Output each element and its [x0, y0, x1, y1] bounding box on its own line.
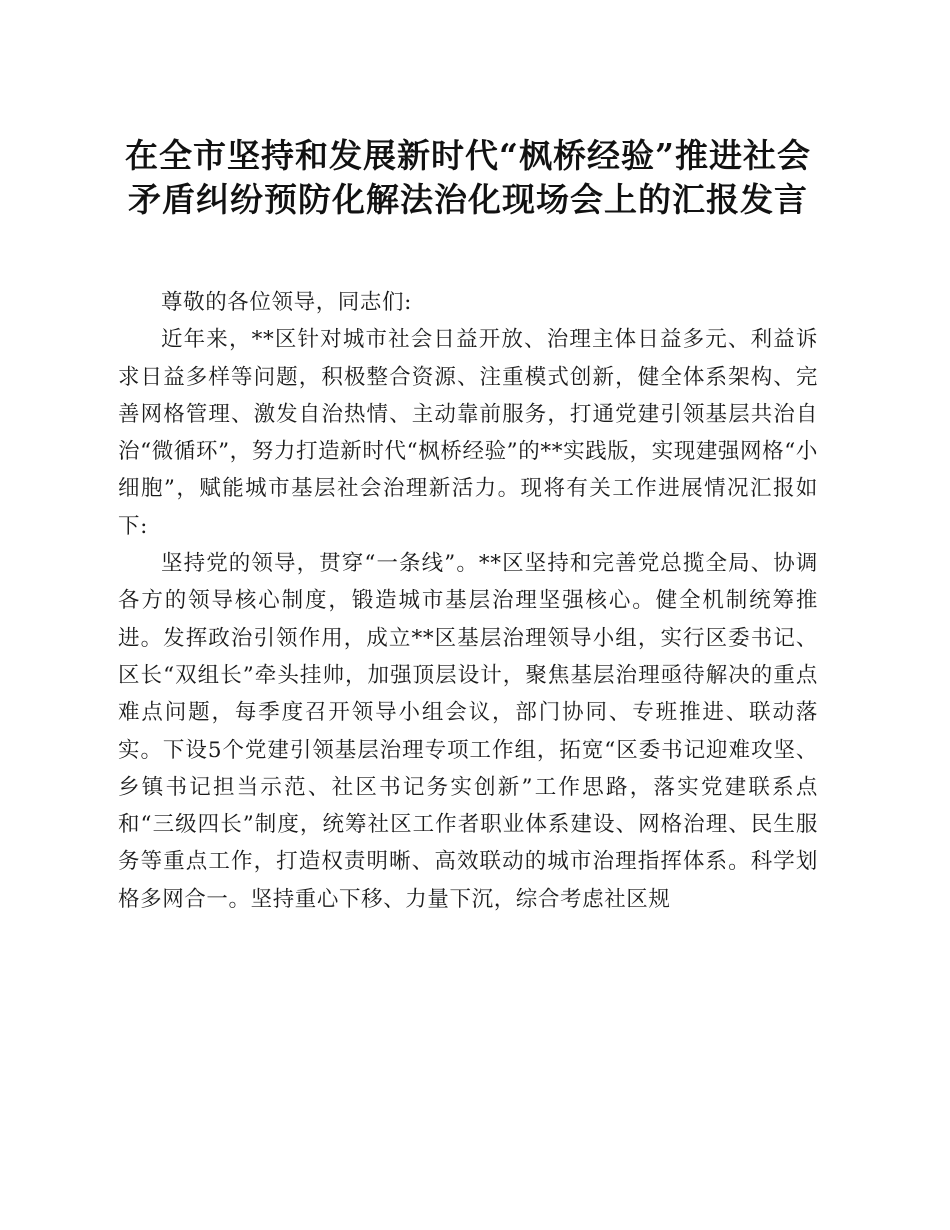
document-body [118, 284, 818, 918]
salutation: 尊敬的各位领导，同志们: [161, 290, 412, 315]
document-title: 在全市坚持和发展新时代“枫桥经验”推进社会矛盾纠纷预防化解法治化现场会上的汇报发言 [125, 136, 811, 219]
paragraph-intro: 近年来，**区针对城市社会日益开放、治理主体日益多元、利益诉求日益多样等问题，积极整合资源、注重模式创新，健全体系架构、完善网格管理、激发自治热情、主动靠前服务，打通党建引领基层共治自治“微循环”，努力打造新时代“枫桥经验”的**实践版，实现建强网格“小细胞”，赋能城市基层社会治理新活力。现将有关工作进展情况汇报如下: [118, 327, 818, 539]
paragraph-party-leadership: 坚持党的领导，贯穿“一条线”。**区坚持和完善党总揽全局、协调各方的领导核心制度，锻造城市基层治理坚强核心。健全机制统筹推进。发挥政治引领作用，成立**区基层治理领导小组，实行区委书记、区长“双组长”牵头挂帅，加强顶层设计，聚焦基层治理亟待解决的重点难点问题，每季度召开领导小组会议，部门协同、专班推进、联动落实。下设5个党建引领基层治理专项工作组，拓宽“区委书记迎难攻坚、乡镇书记担当示范、社区书记务实创新”工作思路，落实党建联系点和“三级四长”制度，统筹社区工作者职业体系建设、网格治理、民生服务等重点工作，打造权责明晰、高效联动的城市治理指挥体系。科学划格多网合一。坚持重心下移、力量下沉，综合考虑社区规 [118, 551, 818, 912]
